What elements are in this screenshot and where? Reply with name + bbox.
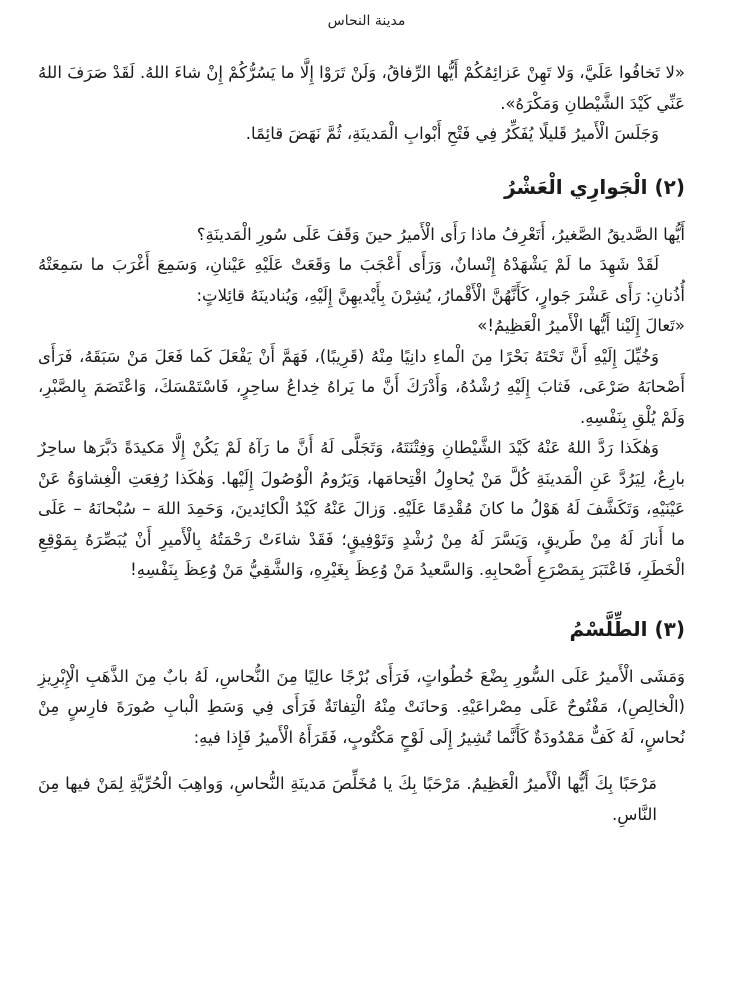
- section-heading-2: (٢) الْجَوارِي الْعَشْرُ: [504, 174, 685, 199]
- paragraph: لَقَدْ شَهِدَ ما لَمْ يَشْهَدْهُ إِنْسانٌ، وَرَأَى أَعْجَبَ ما وَقَعَتْ عَلَيْهِ عَيْنانِ، وَسَمِعَ أَغْرَبَ ما سَمِعَتْهُ أُذُنانِ: رَأَى عَشْرَ جَوارٍ، كَأَنَّهُنَّ الْأَقْمارُ، يُشِرْنَ بِأَيْديهِنَّ إِلَيْهِ، وَيُنادينَهُ قائِلاتٍ:: [38, 255, 685, 305]
- paragraph: وَمَشَى الْأَميرُ عَلَى السُّورِ بِضْعَ خُطُواتٍ، فَرَأَى بُرْجًا عالِيًا مِنَ النُّحاسِ، لَهُ بابٌ مِنَ الذَّهَبِ الْإِبْرِيزِ (الْخالِصِ)، مَفْتُوحٌ عَلَى مِصْراعَيْهِ. وَحانَتْ مِنْهُ الْتِفاتَةٌ فَرَأَى فِي وَسَطِ الْبابِ صُورَةَ فارِسٍ مِنْ نُحاسٍ، لَهُ كَفٌّ مَمْدُودَةٌ كَأَنَّما تُشِيرُ إِلَى لَوْحٍ مَكْتُوبٍ، فَقَرَأَهُ الْأَميرُ فَإِذا فيهِ:: [38, 666, 685, 747]
- paragraph: وَجَلَسَ الْأَميرُ قَليلًا يُفَكِّرُ فِي فَتْحِ أَبْوابِ الْمَدينَةِ، ثُمَّ نَهَضَ قائِمًا.: [245, 124, 659, 143]
- opening-quote: «لا تَخافُوا عَلَيَّ، وَلا تَهِنْ عَزائِمُكُمْ أَيُّها الرِّفاقُ، وَلَنْ تَرَوْا إِلَّا ما يَسُرُّكُمْ إِنْ شاءَ اللهُ. لَقَدْ صَرَفَ اللهُ عَنِّي كَيْدَ الشَّيْطانِ وَمَكْرَهُ».: [38, 63, 685, 113]
- section-heading-3: (٣) الطِّلَّسْمُ: [569, 616, 685, 641]
- inscription-quote: مَرْحَبًا بِكَ أَيُّها الْأَميرُ الْعَظِيمُ. مَرْحَبًا بِكَ يا مُخَلِّصَ مَدينَةِ النُّحاسِ، وَواهِبَ الْحُرِّيَّةِ لِمَنْ فيها مِنَ النَّاسِ.: [38, 774, 657, 824]
- quoted-call: «تَعالَ إِلَيْنا أَيُّها الْأَميرُ الْعَظِيمُ!»: [477, 316, 685, 335]
- running-header: مدينة النحاس: [327, 13, 406, 29]
- paragraph: أَيُّها الصَّديقُ الصَّغيرُ، أَتَعْرِفُ ماذا رَأَى الْأَميرُ حينَ وَقَفَ عَلَى سُورِ الْمَدينَةِ؟: [196, 224, 685, 244]
- page-body: [38, 58, 685, 830]
- paragraph: وَخُيِّلَ إِلَيْهِ أَنَّ تَحْتَهُ بَحْرًا مِنَ الْماءِ دانِيًا مِنْهُ (قَرِيبًا)، فَهَمَّ أَنْ يَفْعَلَ كَما فَعَلَ مَنْ سَبَقَهُ، فَرَأَى أَصْحابَهُ صَرْعَى، فَثابَ إِلَيْهِ رُشْدُهُ، وَأَدْرَكَ أَنَّ ما يَراهُ خِداعُ ساحِرٍ، فَاسْتَمْسَكَ، وَاعْتَصَمَ بِالصَّبْرِ، وَلَمْ يُلْقِ بِنَفْسِهِ.: [38, 346, 685, 427]
- paragraph: وَهٰكَذا رَدَّ اللهُ عَنْهُ كَيْدَ الشَّيْطانِ وَفِتْنَتَهُ، وَتَجَلَّى لَهُ أَنَّ ما رَآهُ لَمْ يَكُنْ إِلَّا مَكيدَةً دَبَّرَها ساحِرٌ بارِعٌ، لِيَرُدَّ عَنِ الْمَدينَةِ كُلَّ مَنْ يُحاوِلُ اقْتِحامَها، وَيَرُومُ الْوُصُولَ إِلَيْها. وَهٰكَذا رُفِعَتِ الْغِشاوَةُ عَنْ عَيْنَيْهِ، وَتَكَشَّفَ لَهُ هَوْلُ ما كانَ مُقْدِمًا عَلَيْهِ. وَزالَ عَنْهُ كَيْدُ الْكائِدينَ، وَحَمِدَ اللهَ – سُبْحانَهُ – عَلَى ما أَنارَ لَهُ مِنْ طَريقٍ، وَيَسَّرَ لَهُ مِنْ رُشْدٍ وَتَوْفِيقٍ؛ فَقَدْ شاءَتْ رَحْمَتُهُ بِالْأَميرِ أَنْ يُبَصِّرَهُ بِمَوْقِعِ الْخَطَرِ، فَاعْتَبَرَ بِمَصْرَعِ أَصْحابِهِ. وَالسَّعيدُ مَنْ وُعِظَ بِغَيْرِهِ، وَالشَّقِيُّ مَنْ وُعِظَ بِنَفْسِهِ!: [38, 438, 685, 579]
